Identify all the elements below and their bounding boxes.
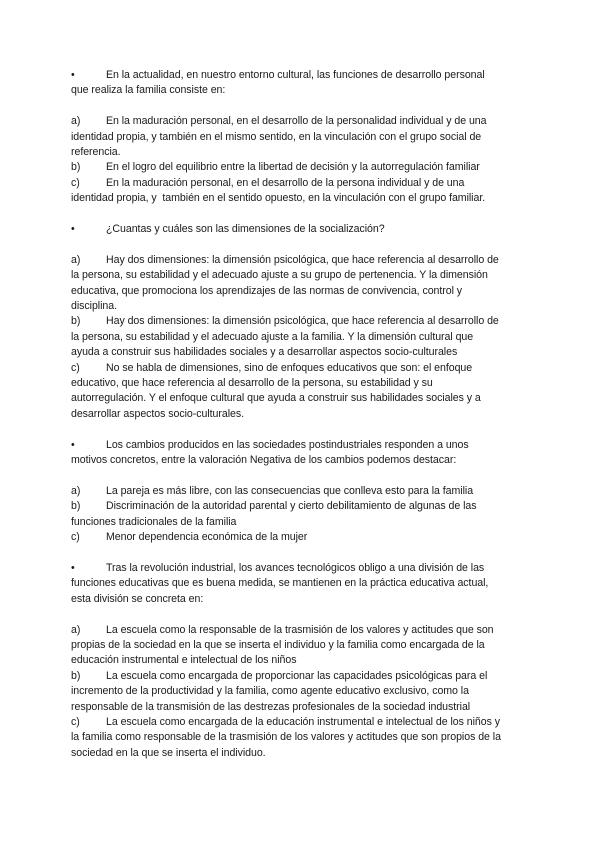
option-line: identidad propia, y también en el mismo sentido, en la vinculación con el grupo social de <box>71 130 482 143</box>
spacer <box>71 207 531 222</box>
option-line: educación instrumental e intelectual de los niños <box>71 654 297 667</box>
option-b[interactable] <box>71 669 531 715</box>
option-line: autorregulación. Y el enfoque cultural que ayuda a construir sus habilidades sociales y a <box>71 392 481 405</box>
option-a[interactable] <box>71 114 531 160</box>
option-line: la familia como responsable de la trasmisión de los valores y actitudes que son propios de la <box>71 731 501 744</box>
question-3 <box>71 438 531 469</box>
option-line: Hay dos dimensiones: la dimensión psicológica, que hace referencia al desarrollo de <box>106 253 499 266</box>
quiz-content <box>71 68 531 761</box>
option-line: Hay dos dimensiones: la dimensión psicológica, que hace referencia al desarrollo de <box>106 315 499 328</box>
option-line: identidad propia, y también en el sentido opuesto, en la vinculación con el grupo familiar. <box>71 192 486 205</box>
line <box>71 222 531 237</box>
option-line: propias de la sociedad en la que se inserta el individuo y la familia como encargada de la <box>71 638 485 651</box>
line <box>71 253 531 268</box>
option-line: desarrollar aspectos socio-culturales. <box>71 407 244 420</box>
option-marker: a) <box>71 115 81 128</box>
option-line: Menor dependencia económica de la mujer <box>106 531 308 544</box>
option-line: En la maduración personal, en el desarrollo de la persona individual y de una <box>106 176 465 189</box>
line <box>71 561 531 576</box>
option-marker: b) <box>71 161 81 174</box>
option-marker: b) <box>71 500 81 513</box>
question-2 <box>71 222 531 237</box>
line <box>71 623 531 638</box>
line <box>71 499 531 514</box>
question-stem-line: que realiza la familia consiste en: <box>71 84 226 97</box>
option-marker: a) <box>71 484 81 497</box>
option-line: educativo, que hace referencia al desarrollo de la persona, su estabilidad y su <box>71 377 433 390</box>
option-line: sociedad en la que se inserta el individuo. <box>71 746 266 759</box>
spacer <box>71 607 531 622</box>
line <box>71 176 531 191</box>
option-marker: a) <box>71 623 81 636</box>
bullet: • <box>71 438 75 451</box>
line <box>71 114 531 129</box>
spacer <box>71 546 531 561</box>
option-line: La pareja es más libre, con las consecuencias que conlleva esto para la familia <box>106 484 474 497</box>
line <box>71 530 531 545</box>
option-line: ayuda a construir sus habilidades sociales y a desarrollar aspectos socio-culturales <box>71 346 458 359</box>
line <box>71 160 531 175</box>
option-c[interactable] <box>71 176 531 207</box>
line <box>71 715 531 730</box>
option-marker: c) <box>71 361 80 374</box>
option-line: No se habla de dimensiones, sino de enfoques educativos que son: el enfoque <box>106 361 473 374</box>
spacer <box>71 422 531 437</box>
option-line: Discriminación de la autoridad parental y cierto debilitamiento de algunas de las <box>106 500 477 513</box>
line <box>71 314 531 329</box>
option-b[interactable] <box>71 160 531 175</box>
question-1 <box>71 68 531 99</box>
option-line: disciplina. <box>71 300 117 313</box>
line <box>71 361 531 376</box>
question-stem-line: Tras la revolución industrial, los avances tecnológicos obligo a una división de las <box>106 561 485 574</box>
bullet: • <box>71 69 75 81</box>
option-line: En la maduración personal, en el desarrollo de la personalidad individual y de una <box>106 115 487 128</box>
option-marker: b) <box>71 669 81 682</box>
bullet: • <box>71 561 75 574</box>
option-line: referencia. <box>71 146 121 159</box>
question-stem-line: motivos concretos, entre la valoración Negativa de los cambios podemos destacar: <box>71 454 457 467</box>
option-c[interactable] <box>71 361 531 423</box>
option-line: la persona, su estabilidad y el adecuado ajuste a la familia. Y la dimensión cultural que <box>71 330 474 343</box>
option-line: funciones tradicionales de la familia <box>71 515 237 528</box>
question-stem-line: funciones educativas que es buena medida, se mantienen en la práctica educativa actual, <box>71 577 489 590</box>
bullet: • <box>71 223 75 236</box>
option-c[interactable] <box>71 530 531 545</box>
option-marker: b) <box>71 315 81 328</box>
question-stem-line: esta división se concreta en: <box>71 592 204 605</box>
question-stem-line: ¿Cuantas y cuáles son las dimensiones de la socialización? <box>106 223 385 236</box>
line <box>71 669 531 684</box>
option-line: En el logro del equilibrio entre la libertad de decisión y la autorregulación familiar <box>106 161 480 174</box>
option-c[interactable] <box>71 715 531 761</box>
spacer <box>71 99 531 114</box>
option-line: La escuela como encargada de la educación instrumental e intelectual de los niños y <box>106 715 500 728</box>
option-line: La escuela como la responsable de la trasmisión de los valores y actitudes que son <box>106 623 494 636</box>
option-line: La escuela como encargada de proporcionar las capacidades psicológicas para el <box>106 669 488 682</box>
question-stem-line: Los cambios producidos en las sociedades postindustriales responden a unos <box>106 438 469 451</box>
option-a[interactable] <box>71 484 531 499</box>
option-line: incremento de la productividad y la familia, como agente educativo exclusivo, como la <box>71 685 469 698</box>
option-marker: a) <box>71 253 81 266</box>
spacer <box>71 469 531 484</box>
line <box>71 484 531 499</box>
option-line: educativa, que promociona los aprendizajes de las normas de convivencia, control y <box>71 284 463 297</box>
question-4 <box>71 561 531 607</box>
option-line: la persona, su estabilidad y el adecuado ajuste a su grupo de pertenencia. Y la dimensión <box>71 269 488 282</box>
option-b[interactable] <box>71 314 531 360</box>
option-line: responsable de la transmisión de las destrezas profesionales de la sociedad industrial <box>71 700 471 713</box>
option-marker: c) <box>71 715 80 728</box>
option-a[interactable] <box>71 623 531 669</box>
option-a[interactable] <box>71 253 531 315</box>
option-marker: c) <box>71 176 80 189</box>
question-stem-line: En la actualidad, en nuestro entorno cultural, las funciones de desarrollo personal <box>106 69 485 81</box>
option-b[interactable] <box>71 499 531 530</box>
option-marker: c) <box>71 531 80 544</box>
line <box>71 68 531 83</box>
line <box>71 438 531 453</box>
spacer <box>71 237 531 252</box>
